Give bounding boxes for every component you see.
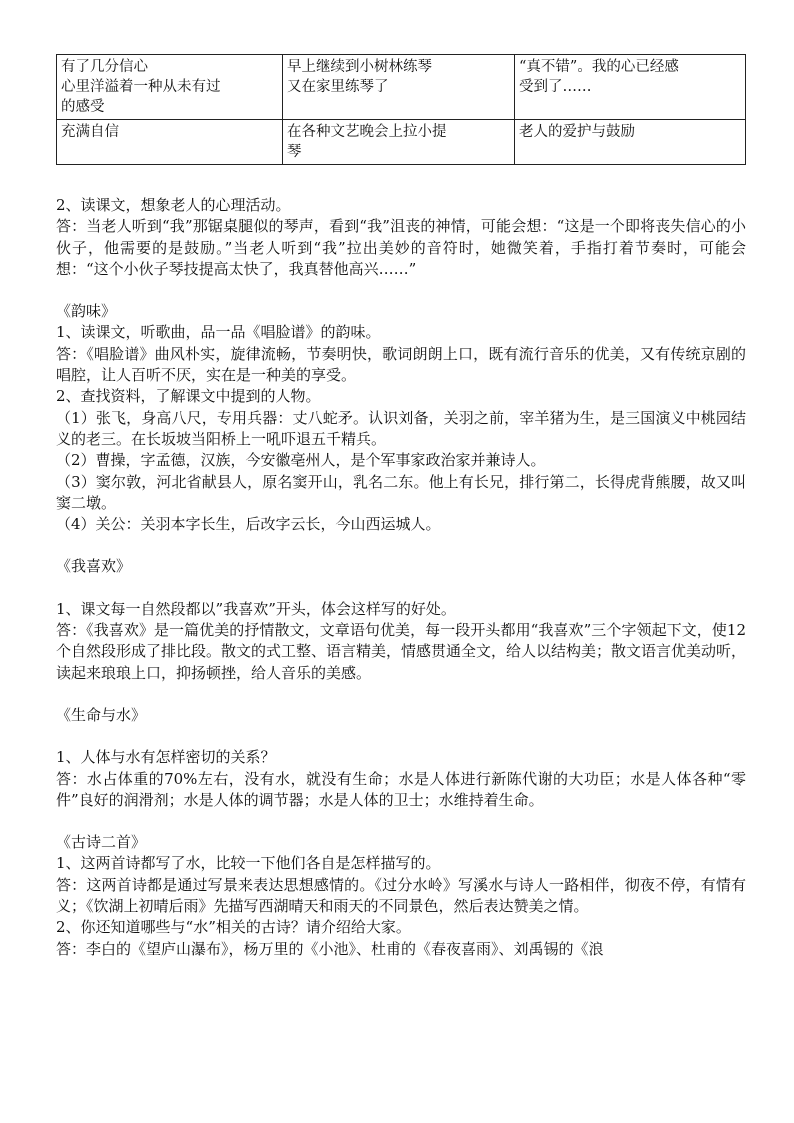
table-row [57,120,746,165]
list-item: （1）张飞，身高八尺，专用兵器：丈八蛇矛。认识刘备，关羽之前，宰羊猪为生，是三国演义中桃园结义的老三。在长坂坡当阳桥上一吼吓退五千精兵。 [56,408,746,448]
answer: 答：《我喜欢》是一篇优美的抒情散文，文章语句优美，每一段开头都用“我喜欢”三个字领起下文，使12个自然段形成了排比段。散文的式工整、语言精美，情感贯通全文，给人以结构美；散文语言优美动听，读起来琅琅上口，抑扬顿挫，给人音乐的美感。 [56,621,747,682]
cell-text: 有了几分信心 [61,59,148,75]
cell-text: 的感受 [61,99,105,115]
document-page [56,54,746,960]
cell-text: 琴 [287,144,302,160]
list-item: （4）关公：关羽本字长生，后改字云长，今山西运城人。 [56,515,441,534]
table-cell [515,55,746,120]
question: 1、读课文，听歌曲，品一品《唱脸谱》的韵味。 [56,323,381,342]
table-cell [57,55,283,120]
cell-text: 老人的爱护与鼓励 [519,124,635,140]
list-item: （3）窦尔敦，河北省献县人，原名窦开山，乳名二东。他上有长兄，排行第二，长得虎背熊腰，故又叫窦二墩。 [56,472,746,512]
progress-table [56,54,746,165]
cell-text: 充满自信 [61,124,119,140]
table-cell [515,120,746,165]
question: 1、这两首诗都写了水，比较一下他们各自是怎样描写的。 [56,854,441,873]
question: 1、人体与水有怎样密切的关系？ [56,748,276,767]
answer: 答：《唱脸谱》曲风朴实，旋律流畅，节奏明快，歌词朗朗上口，既有流行音乐的优美，又有传统京剧的唱腔，让人百听不厌，实在是一种美的享受。 [56,344,746,385]
question: 2、你还知道哪些与“水”相关的古诗？请介绍给大家。 [56,918,411,937]
table-cell [283,120,515,165]
answer: 答：李白的《望庐山瀑布》，杨万里的《小池》、杜甫的《春夜喜雨》、刘禹锡的《浪 [56,939,604,958]
answer: 答：水占体重的70%左右，没有水，就没有生命；水是人体进行新陈代谢的大功臣；水是人体各种“零件”良好的润滑剂；水是人体的调节器；水是人体的卫士；水维持着生命。 [56,769,746,809]
table-row [57,55,746,120]
section-title: 《我喜欢》 [56,557,132,576]
list-item: （2）曹操，字孟德，汉族，今安徽亳州人，是个军事家政治家并兼诗人。 [56,451,546,470]
answer: 答：这两首诗都是通过写景来表达思想感情的。《过分水岭》写溪水与诗人一路相伴，彻夜不停，有情有义；《饮湖上初晴后雨》先描写西湖晴天和雨天的不同景色，然后表达赞美之情。 [56,875,746,916]
table-cell [57,120,283,165]
question: 2、查找资料，了解课文中提到的人物。 [56,387,321,406]
section-title: 《韵味》 [56,302,117,321]
table-cell [283,55,515,120]
question: 2、读课文，想象老人的心理活动。 [56,196,291,214]
cell-text: 早上继续到小树林练琴 [287,59,432,75]
answer: 答：当老人听到“我”那锯桌腿似的琴声，看到“我”沮丧的神情，可能会想：“这是一个即将丧失信心的小伙子，他需要的是鼓励。”当老人听到“我”拉出美妙的音符时，她微笑着，手指打着节奏时，可能会想：“这个小伙子琴技提高太快了，我真替他高兴……” [56,217,746,278]
section-title: 《生命与水》 [56,705,147,724]
cell-text: 在各种文艺晚会上拉小提 [287,124,447,140]
document-body [56,195,746,960]
question: 1、课文每一自然段都以”我喜欢”开头，体会这样写的好处。 [56,599,456,618]
cell-text: 又在家里练琴了 [287,79,389,95]
cell-text: “真不错”。我的心已经感 [519,59,679,75]
cell-text: 心里洋溢着一种从未有过 [61,79,221,95]
section-title: 《古诗二首》 [56,833,147,852]
cell-text: 受到了…… [519,79,592,95]
